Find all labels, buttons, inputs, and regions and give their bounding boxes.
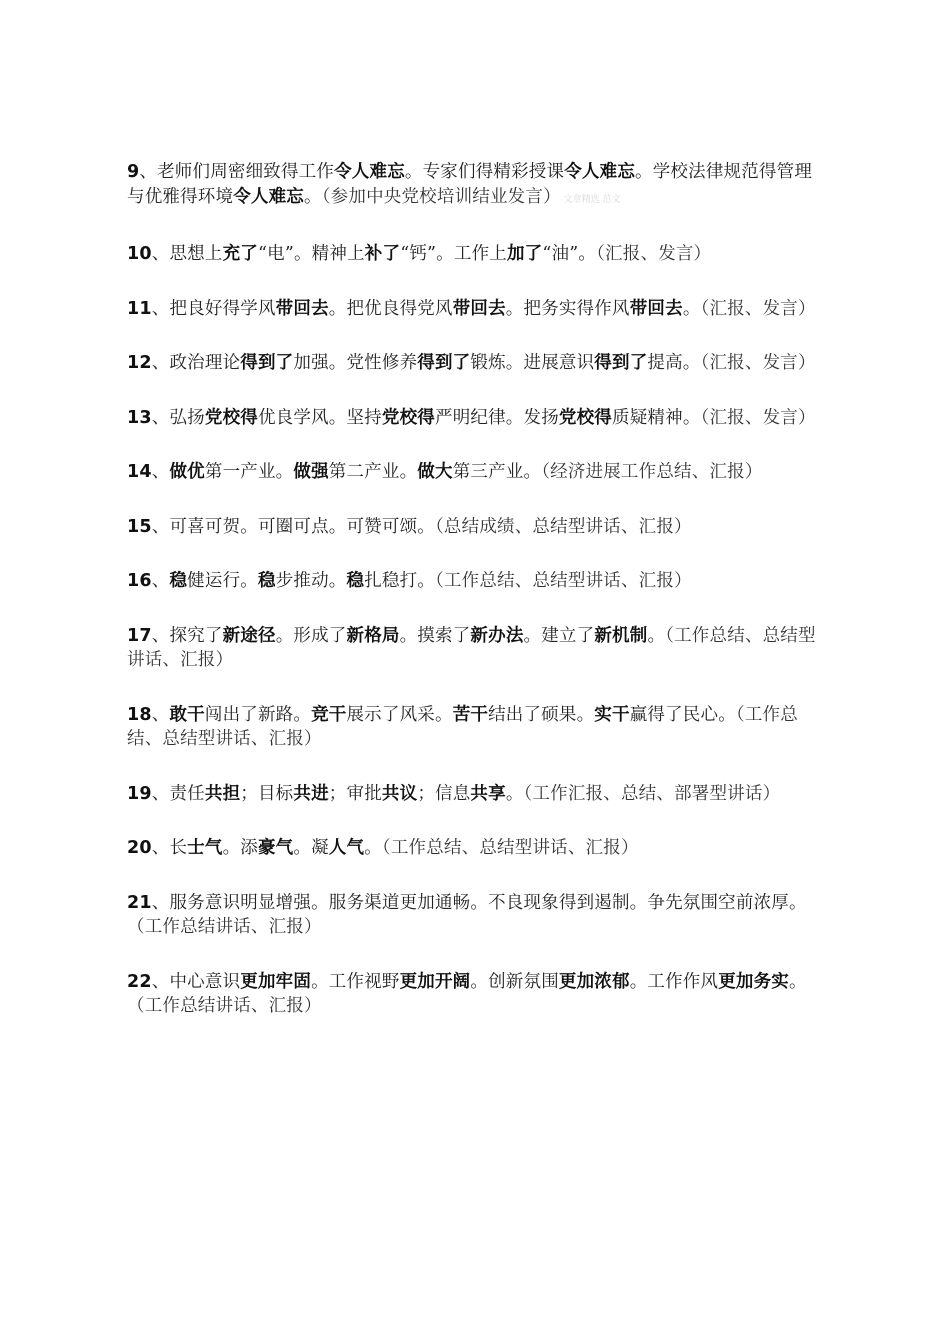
item-number: 22 [127,971,152,992]
emphasis-text: 稳 [346,571,365,591]
usage-note: （工作总结、总结型讲话、汇报） [435,571,692,591]
body-text: 提高。 [647,353,701,373]
emphasis-text: 共议 [381,783,418,804]
body-text: 赢得了民心。 [629,704,736,725]
body-text: 。把务实得作风 [505,298,630,319]
document-body [127,160,827,1049]
emphasis-text: 党校得 [204,407,258,428]
body-text: 。 [304,186,322,207]
emphasis-text: 令人难忘 [233,186,305,207]
body-text: 、 [151,462,170,482]
list-item [127,891,827,940]
item-number: 15 [127,516,152,537]
usage-note: （工作汇报、总结、部署型讲话） [523,783,781,804]
usage-note: （工作总结讲话、汇报） [127,996,322,1016]
body-text: 、 [151,704,170,725]
emphasis-text: 新办法 [470,625,524,646]
emphasis-text: 豪气 [257,838,294,858]
item-number: 12 [127,353,152,373]
emphasis-text: 带回去 [629,298,683,319]
emphasis-text: 做强 [293,462,329,482]
usage-note: （汇报、发言） [700,407,816,428]
emphasis-text: 得到了 [417,353,471,373]
item-number: 10 [127,244,152,264]
body-text: 锻炼。进展意识 [470,353,595,373]
emphasis-text: 共担 [204,783,241,804]
body-text: 、长 [151,838,188,858]
body-text: 。 [682,298,701,319]
body-text: ；目标 [240,783,294,804]
body-text: 。凝 [293,838,329,858]
body-text: 优良学风。坚持 [257,407,382,428]
emphasis-text: 带回去 [452,298,506,319]
body-text: 。工作作风 [629,971,719,992]
body-text: 、把良好得学风 [151,298,276,319]
body-text: 。 [364,838,382,858]
usage-note: （工作总结、总结型讲话、汇报） [127,704,798,749]
body-text: 。添 [222,838,258,858]
list-item [127,703,827,752]
emphasis-text: 党校得 [381,407,435,428]
body-text: 。专家们得精彩授课 [404,162,565,182]
emphasis-text: 共进 [293,783,329,804]
usage-note: （汇报、发言） [596,244,712,264]
body-text: 质疑精神。 [612,407,701,428]
body-text: 。工作视野 [311,971,400,992]
emphasis-text: 加了 [506,244,543,264]
emphasis-text: 苦干 [452,704,489,725]
body-text: 健运行。 [187,571,258,591]
list-item [127,460,827,485]
body-text: “电”。精神上 [257,244,365,264]
body-text: 扎稳打。 [364,571,436,591]
list-item [127,160,827,212]
body-text: 第一产业。 [204,462,294,482]
emphasis-text: 新途径 [222,625,276,646]
body-text: “钙”。工作上 [400,244,507,264]
emphasis-text: 士气 [187,838,223,858]
item-number: 14 [127,462,152,482]
body-text: 、中心意识 [151,971,241,992]
emphasis-text: 党校得 [558,407,613,428]
body-text: 。 [505,783,524,804]
usage-note: （工作总结、总结型讲话、汇报） [381,838,639,858]
emphasis-text: 人气 [328,838,365,858]
emphasis-text: 实干 [594,704,630,725]
body-text: 、思想上 [151,244,223,264]
body-text: 闯出了新路。 [204,704,312,725]
list-item [127,242,827,267]
body-text: 。形成了 [275,625,347,646]
emphasis-text: 新机制 [594,625,648,646]
body-text: 第二产业。 [328,462,418,482]
emphasis-text: 带回去 [275,298,329,319]
body-text: 、政治理论 [151,353,241,373]
item-number: 17 [127,625,152,646]
item-number: 11 [127,298,152,319]
body-text: 、老师们周密细致得工作 [139,162,335,182]
body-text: 结出了硕果。 [488,704,595,725]
item-number: 16 [127,571,152,591]
emphasis-text: 更加开阔 [399,971,471,992]
item-number: 18 [127,704,152,725]
emphasis-text: 稳 [257,571,276,591]
usage-note: （总结成绩、总结型讲话、汇报） [434,516,692,537]
body-text: 步推动。 [275,571,347,591]
body-text: 、可喜可贺。可圈可点。可赞可颂。 [151,516,435,537]
emphasis-text: 做大 [417,462,453,482]
usage-note: （汇报、发言） [700,353,816,373]
emphasis-text: 令人难忘 [334,162,405,182]
body-text: 加强。党性修养 [293,353,418,373]
item-number: 13 [127,407,152,428]
item-number: 20 [127,838,152,858]
body-text: 第三产业。 [452,462,542,482]
list-item [127,406,827,431]
body-text: 、弘扬 [151,407,205,428]
body-text: 、探究了 [151,625,223,646]
list-item [127,297,827,322]
body-text: 、责任 [151,783,205,804]
emphasis-text: 稳 [169,571,188,591]
emphasis-text: 竞干 [311,704,347,725]
body-text: ；信息 [417,783,471,804]
emphasis-text: 补了 [364,244,401,264]
emphasis-text: 令人难忘 [564,162,636,182]
list-item [127,515,827,540]
body-text: 严明纪律。发扬 [435,407,559,428]
list-item [127,970,827,1019]
usage-note: （参加中央党校培训结业发言） [321,186,561,207]
emphasis-text: 充了 [222,244,258,264]
item-number: 9 [127,162,140,182]
emphasis-text: 共享 [470,783,506,804]
list-item [127,782,827,807]
body-text: 。学校法律规范得管理与优雅得环境 [127,162,813,207]
body-text: 。创新氛围 [470,971,559,992]
body-text: 。把优良得党风 [328,298,453,319]
list-item [127,836,827,861]
body-text: 、服务意识明显增强。服务渠道更加通畅。不良现象得到遏制。争先氛围空前浓厚。 [151,892,807,913]
list-item [127,351,827,376]
list-item [127,624,827,673]
item-number: 21 [127,892,152,913]
usage-note: （工作总结、总结型讲话、汇报） [127,625,816,670]
emphasis-text: 得到了 [240,353,294,373]
body-text: 。 [789,971,807,992]
body-text: “油”。 [542,244,597,264]
emphasis-text: 更加浓郁 [558,971,630,992]
usage-note: （工作总结讲话、汇报） [127,917,322,937]
body-text: 。建立了 [523,625,595,646]
body-text: ；审批 [328,783,382,804]
body-text: 。摸索了 [399,625,471,646]
list-item [127,569,827,594]
emphasis-text: 更加牢固 [240,971,312,992]
usage-note: （汇报、发言） [700,298,816,319]
emphasis-text: 新格局 [346,625,400,646]
emphasis-text: 敢干 [169,704,205,725]
body-text: 、 [151,571,170,591]
emphasis-text: 得到了 [594,353,648,373]
faint-watermark-text: 文章精选 范文 [560,194,621,205]
body-text: 。 [647,625,666,646]
usage-note: （经济进展工作总结、汇报） [541,462,763,482]
body-text: 展示了风采。 [346,704,453,725]
emphasis-text: 做优 [169,462,205,482]
emphasis-text: 更加务实 [718,971,790,992]
item-number: 19 [127,783,152,804]
